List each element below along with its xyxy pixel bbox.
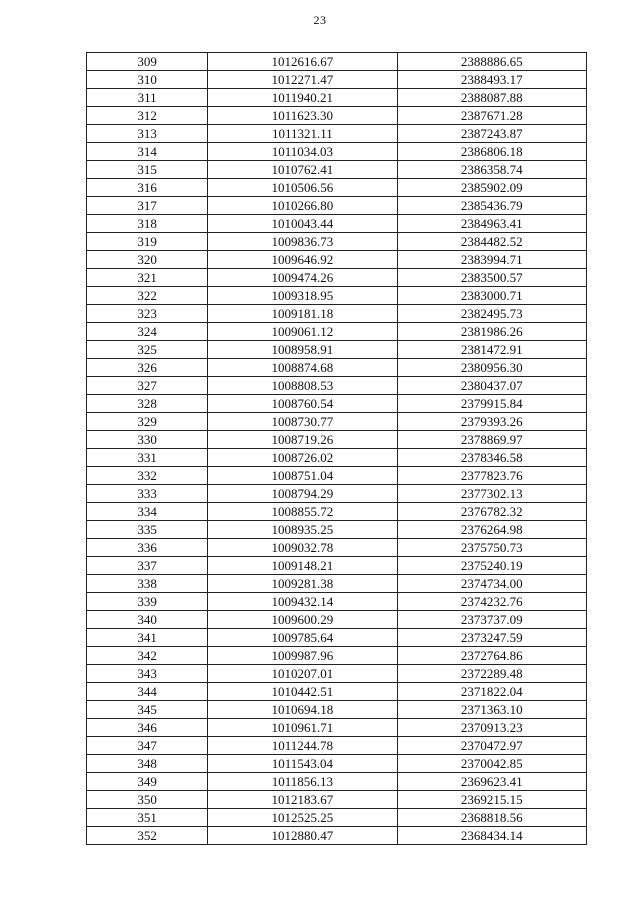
table-row: [87, 665, 587, 683]
table-row: [87, 305, 587, 323]
table-row: [87, 359, 587, 377]
y-coordinate-cell: 2385902.09: [397, 179, 586, 197]
y-coordinate-cell: 2379393.26: [397, 413, 586, 431]
x-coordinate-cell: 1009474.26: [208, 269, 397, 287]
point-number-cell: 326: [87, 359, 208, 377]
table-row: [87, 233, 587, 251]
point-number-cell: 318: [87, 215, 208, 233]
point-number-cell: 324: [87, 323, 208, 341]
point-number-cell: 333: [87, 485, 208, 503]
table-row: [87, 521, 587, 539]
table-row: [87, 125, 587, 143]
table-row: [87, 701, 587, 719]
point-number-cell: 331: [87, 449, 208, 467]
table-row: [87, 269, 587, 287]
y-coordinate-cell: 2377823.76: [397, 467, 586, 485]
x-coordinate-cell: 1010043.44: [208, 215, 397, 233]
x-coordinate-cell: 1011034.03: [208, 143, 397, 161]
x-coordinate-cell: 1008958.91: [208, 341, 397, 359]
table-row: [87, 431, 587, 449]
y-coordinate-cell: 2380437.07: [397, 377, 586, 395]
y-coordinate-cell: 2383994.71: [397, 251, 586, 269]
point-number-cell: 311: [87, 89, 208, 107]
table-row: [87, 89, 587, 107]
point-number-cell: 321: [87, 269, 208, 287]
x-coordinate-cell: 1010207.01: [208, 665, 397, 683]
table-row: [87, 827, 587, 845]
x-coordinate-cell: 1008935.25: [208, 521, 397, 539]
x-coordinate-cell: 1008808.53: [208, 377, 397, 395]
x-coordinate-cell: 1010961.71: [208, 719, 397, 737]
x-coordinate-cell: 1011321.11: [208, 125, 397, 143]
point-number-cell: 339: [87, 593, 208, 611]
point-number-cell: 350: [87, 791, 208, 809]
x-coordinate-cell: 1009032.78: [208, 539, 397, 557]
x-coordinate-cell: 1009836.73: [208, 233, 397, 251]
table-row: [87, 683, 587, 701]
x-coordinate-cell: 1012525.25: [208, 809, 397, 827]
x-coordinate-cell: 1010442.51: [208, 683, 397, 701]
y-coordinate-cell: 2369623.41: [397, 773, 586, 791]
x-coordinate-cell: 1009785.64: [208, 629, 397, 647]
table-row: [87, 323, 587, 341]
table-row: [87, 647, 587, 665]
y-coordinate-cell: 2388886.65: [397, 53, 586, 71]
table-row: [87, 539, 587, 557]
x-coordinate-cell: 1010762.41: [208, 161, 397, 179]
y-coordinate-cell: 2383500.57: [397, 269, 586, 287]
table-row: [87, 449, 587, 467]
x-coordinate-cell: 1008719.26: [208, 431, 397, 449]
table-row: [87, 503, 587, 521]
coordinates-table-body: [87, 53, 587, 845]
point-number-cell: 309: [87, 53, 208, 71]
y-coordinate-cell: 2384963.41: [397, 215, 586, 233]
point-number-cell: 329: [87, 413, 208, 431]
y-coordinate-cell: 2370472.97: [397, 737, 586, 755]
table-row: [87, 251, 587, 269]
table-row: [87, 53, 587, 71]
point-number-cell: 342: [87, 647, 208, 665]
table-row: [87, 575, 587, 593]
y-coordinate-cell: 2368434.14: [397, 827, 586, 845]
y-coordinate-cell: 2370913.23: [397, 719, 586, 737]
point-number-cell: 349: [87, 773, 208, 791]
x-coordinate-cell: 1008726.02: [208, 449, 397, 467]
point-number-cell: 341: [87, 629, 208, 647]
x-coordinate-cell: 1011940.21: [208, 89, 397, 107]
x-coordinate-cell: 1008855.72: [208, 503, 397, 521]
point-number-cell: 319: [87, 233, 208, 251]
point-number-cell: 337: [87, 557, 208, 575]
x-coordinate-cell: 1009061.12: [208, 323, 397, 341]
x-coordinate-cell: 1010694.18: [208, 701, 397, 719]
table-row: [87, 593, 587, 611]
point-number-cell: 345: [87, 701, 208, 719]
x-coordinate-cell: 1011543.04: [208, 755, 397, 773]
point-number-cell: 352: [87, 827, 208, 845]
y-coordinate-cell: 2380956.30: [397, 359, 586, 377]
point-number-cell: 322: [87, 287, 208, 305]
x-coordinate-cell: 1008730.77: [208, 413, 397, 431]
table-row: [87, 629, 587, 647]
y-coordinate-cell: 2369215.15: [397, 791, 586, 809]
y-coordinate-cell: 2381986.26: [397, 323, 586, 341]
table-row: [87, 737, 587, 755]
point-number-cell: 325: [87, 341, 208, 359]
point-number-cell: 317: [87, 197, 208, 215]
point-number-cell: 320: [87, 251, 208, 269]
point-number-cell: 348: [87, 755, 208, 773]
y-coordinate-cell: 2377302.13: [397, 485, 586, 503]
x-coordinate-cell: 1012880.47: [208, 827, 397, 845]
table-row: [87, 755, 587, 773]
point-number-cell: 351: [87, 809, 208, 827]
y-coordinate-cell: 2371363.10: [397, 701, 586, 719]
x-coordinate-cell: 1009148.21: [208, 557, 397, 575]
x-coordinate-cell: 1009181.18: [208, 305, 397, 323]
table-row: [87, 143, 587, 161]
y-coordinate-cell: 2388493.17: [397, 71, 586, 89]
y-coordinate-cell: 2376782.32: [397, 503, 586, 521]
x-coordinate-cell: 1008760.54: [208, 395, 397, 413]
y-coordinate-cell: 2387671.28: [397, 107, 586, 125]
coordinates-table: [86, 52, 587, 845]
table-row: [87, 791, 587, 809]
y-coordinate-cell: 2374734.00: [397, 575, 586, 593]
x-coordinate-cell: 1010266.80: [208, 197, 397, 215]
point-number-cell: 310: [87, 71, 208, 89]
point-number-cell: 313: [87, 125, 208, 143]
table-row: [87, 809, 587, 827]
x-coordinate-cell: 1008751.04: [208, 467, 397, 485]
y-coordinate-cell: 2385436.79: [397, 197, 586, 215]
y-coordinate-cell: 2370042.85: [397, 755, 586, 773]
point-number-cell: 314: [87, 143, 208, 161]
y-coordinate-cell: 2368818.56: [397, 809, 586, 827]
y-coordinate-cell: 2379915.84: [397, 395, 586, 413]
x-coordinate-cell: 1009987.96: [208, 647, 397, 665]
table-row: [87, 215, 587, 233]
x-coordinate-cell: 1009432.14: [208, 593, 397, 611]
y-coordinate-cell: 2378869.97: [397, 431, 586, 449]
table-row: [87, 773, 587, 791]
point-number-cell: 334: [87, 503, 208, 521]
point-number-cell: 312: [87, 107, 208, 125]
point-number-cell: 346: [87, 719, 208, 737]
table-row: [87, 287, 587, 305]
y-coordinate-cell: 2371822.04: [397, 683, 586, 701]
table-row: [87, 197, 587, 215]
table-row: [87, 467, 587, 485]
x-coordinate-cell: 1011244.78: [208, 737, 397, 755]
point-number-cell: 343: [87, 665, 208, 683]
table-row: [87, 377, 587, 395]
y-coordinate-cell: 2386358.74: [397, 161, 586, 179]
table-row: [87, 395, 587, 413]
y-coordinate-cell: 2376264.98: [397, 521, 586, 539]
point-number-cell: 327: [87, 377, 208, 395]
point-number-cell: 347: [87, 737, 208, 755]
x-coordinate-cell: 1012271.47: [208, 71, 397, 89]
x-coordinate-cell: 1011856.13: [208, 773, 397, 791]
point-number-cell: 332: [87, 467, 208, 485]
table-row: [87, 485, 587, 503]
y-coordinate-cell: 2372289.48: [397, 665, 586, 683]
y-coordinate-cell: 2383000.71: [397, 287, 586, 305]
point-number-cell: 340: [87, 611, 208, 629]
y-coordinate-cell: 2374232.76: [397, 593, 586, 611]
table-row: [87, 719, 587, 737]
x-coordinate-cell: 1012616.67: [208, 53, 397, 71]
y-coordinate-cell: 2373247.59: [397, 629, 586, 647]
point-number-cell: 338: [87, 575, 208, 593]
page-number: 23: [313, 13, 327, 27]
x-coordinate-cell: 1011623.30: [208, 107, 397, 125]
point-number-cell: 330: [87, 431, 208, 449]
y-coordinate-cell: 2382495.73: [397, 305, 586, 323]
y-coordinate-cell: 2384482.52: [397, 233, 586, 251]
y-coordinate-cell: 2386806.18: [397, 143, 586, 161]
x-coordinate-cell: 1009318.95: [208, 287, 397, 305]
y-coordinate-cell: 2381472.91: [397, 341, 586, 359]
table-row: [87, 179, 587, 197]
point-number-cell: 336: [87, 539, 208, 557]
point-number-cell: 323: [87, 305, 208, 323]
x-coordinate-cell: 1009646.92: [208, 251, 397, 269]
point-number-cell: 315: [87, 161, 208, 179]
table-row: [87, 557, 587, 575]
table-row: [87, 611, 587, 629]
point-number-cell: 344: [87, 683, 208, 701]
y-coordinate-cell: 2388087.88: [397, 89, 586, 107]
table-row: [87, 341, 587, 359]
y-coordinate-cell: 2375750.73: [397, 539, 586, 557]
y-coordinate-cell: 2378346.58: [397, 449, 586, 467]
y-coordinate-cell: 2387243.87: [397, 125, 586, 143]
point-number-cell: 328: [87, 395, 208, 413]
table-row: [87, 161, 587, 179]
x-coordinate-cell: 1009600.29: [208, 611, 397, 629]
table-row: [87, 413, 587, 431]
x-coordinate-cell: 1008794.29: [208, 485, 397, 503]
x-coordinate-cell: 1009281.38: [208, 575, 397, 593]
y-coordinate-cell: 2375240.19: [397, 557, 586, 575]
x-coordinate-cell: 1008874.68: [208, 359, 397, 377]
table-row: [87, 107, 587, 125]
y-coordinate-cell: 2372764.86: [397, 647, 586, 665]
y-coordinate-cell: 2373737.09: [397, 611, 586, 629]
table-row: [87, 71, 587, 89]
x-coordinate-cell: 1010506.56: [208, 179, 397, 197]
point-number-cell: 316: [87, 179, 208, 197]
point-number-cell: 335: [87, 521, 208, 539]
x-coordinate-cell: 1012183.67: [208, 791, 397, 809]
